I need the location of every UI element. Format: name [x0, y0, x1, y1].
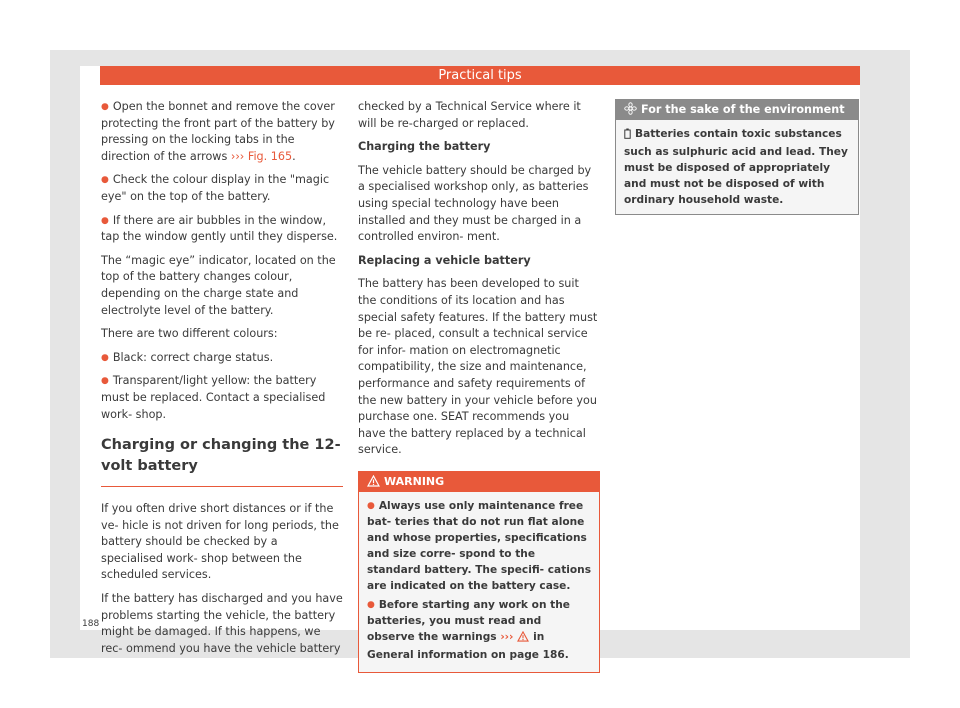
warning-box	[358, 471, 600, 673]
bullet-dot: ●	[101, 376, 109, 387]
flower-icon	[624, 102, 637, 122]
warning-title: WARNING	[384, 474, 445, 488]
warning-reference-link[interactable]: ›››	[500, 631, 533, 643]
header-bar: Practical tips	[100, 66, 860, 85]
technical-service-paragraph: checked by a Technical Service where it will be re-charged or replaced.	[358, 100, 581, 130]
bullet-dot: ●	[101, 102, 109, 112]
colours-intro: There are two different colours:	[101, 327, 278, 341]
environment-body	[616, 120, 858, 214]
bullet-air-bubbles: ● If there are air bubbles in the window, tap the window gently until they disperse.	[101, 213, 338, 244]
column-1	[101, 99, 343, 664]
bullet-check-colour: ● Check the colour display in the "magic eye" on the top of the battery.	[101, 173, 330, 203]
bullet-black: ● Black: correct charge status.	[101, 350, 274, 364]
warning-bullet-2: ● Before starting any work on the batteries, you must read and observe the warnings ››› in General information on page 186.	[367, 598, 570, 661]
charging-paragraph: The vehicle battery should be charged by a specialised workshop only, as batteries using special technology have been installed and they must be charged in a controlled environ- ment.	[358, 163, 592, 244]
page-number: 188	[82, 619, 100, 629]
fig-165-link[interactable]: ››› Fig. 165	[230, 149, 293, 163]
environment-box	[615, 99, 859, 215]
discharged-paragraph: If the battery has discharged and you have problems starting the vehicle, the battery might be damaged. If this happens, we rec- ommend you have the vehicle battery	[101, 592, 343, 655]
column-2	[358, 99, 600, 673]
warning-bullet-1: ● Always use only maintenance free bat- teries that do not run flat alone and whose properties, specifications and size corre- spond to the standard battery. The specifi- cations are indicated on the battery case.	[367, 499, 592, 592]
charging-heading: Charging the battery	[358, 140, 491, 154]
battery-icon	[624, 128, 631, 144]
warning-body	[359, 492, 599, 672]
environment-header	[616, 100, 858, 120]
warning-header	[359, 472, 599, 492]
warning-triangle-icon	[367, 474, 380, 494]
bullet-dot: ●	[101, 352, 109, 363]
environment-title: For the sake of the environment	[641, 103, 845, 116]
warning-triangle-icon	[517, 631, 529, 647]
bullet-dot: ●	[101, 175, 109, 186]
short-distances-paragraph: If you often drive short distances or if the ve- hicle is not driven for long periods, the battery should be checked by a specialised work- shop between the scheduled services.	[101, 502, 339, 582]
bullet-dot: ●	[367, 500, 375, 511]
section-heading: Charging or changing the 12-volt battery	[101, 435, 343, 487]
bullet-transparent: ● Transparent/light yellow: the battery must be replaced. Contact a specialised work- shop.	[101, 374, 326, 421]
bullet-dot: ●	[101, 215, 109, 226]
magic-eye-paragraph: The “magic eye” indicator, located on the top of the battery changes colour, depending on the charge state and electrolyte level of the battery.	[101, 253, 336, 317]
replacing-heading: Replacing a vehicle battery	[358, 253, 531, 267]
column-3	[615, 99, 859, 215]
replacing-paragraph: The battery has been developed to suit the conditions of its location and has special safety features. If the battery must be re- placed, consult a technical service for infor- mation on electromagnetic compatibility, the size and maintenance, performance and safety requirements of the new battery in your vehicle before you purchase one. SEAT recommends you have the battery replaced by a technical service.	[358, 277, 598, 457]
bullet-dot: ●	[367, 599, 375, 610]
bullet-open-bonnet: ● Open the bonnet and remove the cover protecting the front part of the battery by pressing on the locking tabs in the direction of the arrows ››› Fig. 165.	[101, 100, 335, 163]
environment-text: Batteries contain toxic substances such as sulphuric acid and lead. They must be disposed of appropriately and must not be disposed of with ordinary household waste.	[624, 128, 848, 206]
